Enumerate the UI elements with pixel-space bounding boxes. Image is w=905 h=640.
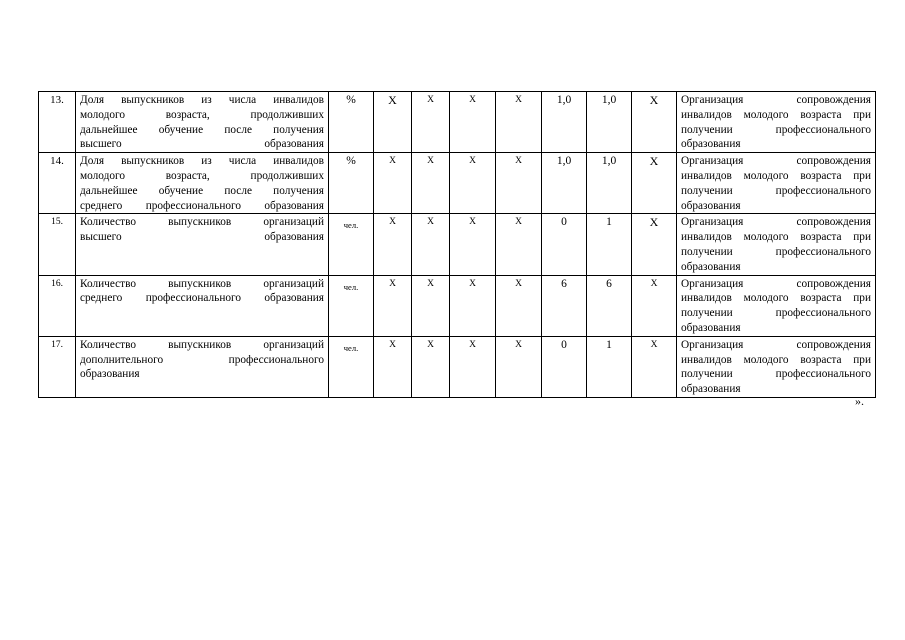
unit-cell: % [329, 92, 374, 153]
x-cell: Х [374, 214, 412, 275]
value-cell: 1,0 [587, 92, 632, 153]
x-cell: Х [496, 336, 542, 397]
note-cell: Организация сопровождения инвалидов молодого возраста при получении профессионального образования [677, 153, 876, 214]
row-number: 14. [39, 153, 76, 214]
value-cell: 6 [587, 275, 632, 336]
unit-cell: чел. [329, 275, 374, 336]
table-row [39, 92, 876, 153]
row-number: 15. [39, 214, 76, 275]
table-row [39, 214, 876, 275]
x-cell: Х [412, 92, 450, 153]
x-cell: Х [450, 153, 496, 214]
x-cell: Х [374, 275, 412, 336]
table-row [39, 336, 876, 397]
note-cell: Организация сопровождения инвалидов молодого возраста при получении профессионального образования [677, 214, 876, 275]
x-cell: Х [412, 336, 450, 397]
x-cell: Х [496, 275, 542, 336]
value-cell: 6 [542, 275, 587, 336]
x-cell: Х [412, 153, 450, 214]
x-cell: Х [496, 153, 542, 214]
indicator-name: Количество выпускников организаций среднего профессионального образования [76, 275, 329, 336]
x-cell: Х [450, 214, 496, 275]
indicators-table [38, 91, 876, 398]
table-row [39, 153, 876, 214]
indicator-name: Количество выпускников организаций дополнительного профессионального образования [76, 336, 329, 397]
x-cell: Х [632, 153, 677, 214]
note-cell: Организация сопровождения инвалидов молодого возраста при получении профессионального образования [677, 336, 876, 397]
x-cell: Х [450, 275, 496, 336]
x-cell: Х [632, 214, 677, 275]
table-row [39, 275, 876, 336]
x-cell: Х [450, 336, 496, 397]
x-cell: Х [374, 336, 412, 397]
x-cell: Х [412, 275, 450, 336]
closing-quote-mark: ». [855, 394, 864, 408]
row-number: 13. [39, 92, 76, 153]
unit-cell: чел. [329, 336, 374, 397]
value-cell: 1,0 [542, 92, 587, 153]
x-cell: Х [632, 92, 677, 153]
value-cell: 1 [587, 214, 632, 275]
x-cell: Х [374, 92, 412, 153]
value-cell: 1 [587, 336, 632, 397]
value-cell: 0 [542, 214, 587, 275]
indicator-name: Доля выпускников из числа инвалидов молодого возраста, продолживших дальнейшее обучение после получения высшего образования [76, 92, 329, 153]
x-cell: Х [374, 153, 412, 214]
indicator-name: Количество выпускников организаций высшего образования [76, 214, 329, 275]
note-cell: Организация сопровождения инвалидов молодого возраста при получении профессионального образования [677, 275, 876, 336]
row-number: 17. [39, 336, 76, 397]
value-cell: 1,0 [542, 153, 587, 214]
value-cell: 1,0 [587, 153, 632, 214]
row-number: 16. [39, 275, 76, 336]
unit-cell: чел. [329, 214, 374, 275]
x-cell: Х [632, 275, 677, 336]
note-cell: Организация сопровождения инвалидов молодого возраста при получении профессионального образования [677, 92, 876, 153]
x-cell: Х [496, 92, 542, 153]
x-cell: Х [496, 214, 542, 275]
x-cell: Х [632, 336, 677, 397]
unit-cell: % [329, 153, 374, 214]
x-cell: Х [450, 92, 496, 153]
indicator-name: Доля выпускников из числа инвалидов молодого возраста, продолживших дальнейшее обучение после получения среднего профессионального образования [76, 153, 329, 214]
x-cell: Х [412, 214, 450, 275]
value-cell: 0 [542, 336, 587, 397]
